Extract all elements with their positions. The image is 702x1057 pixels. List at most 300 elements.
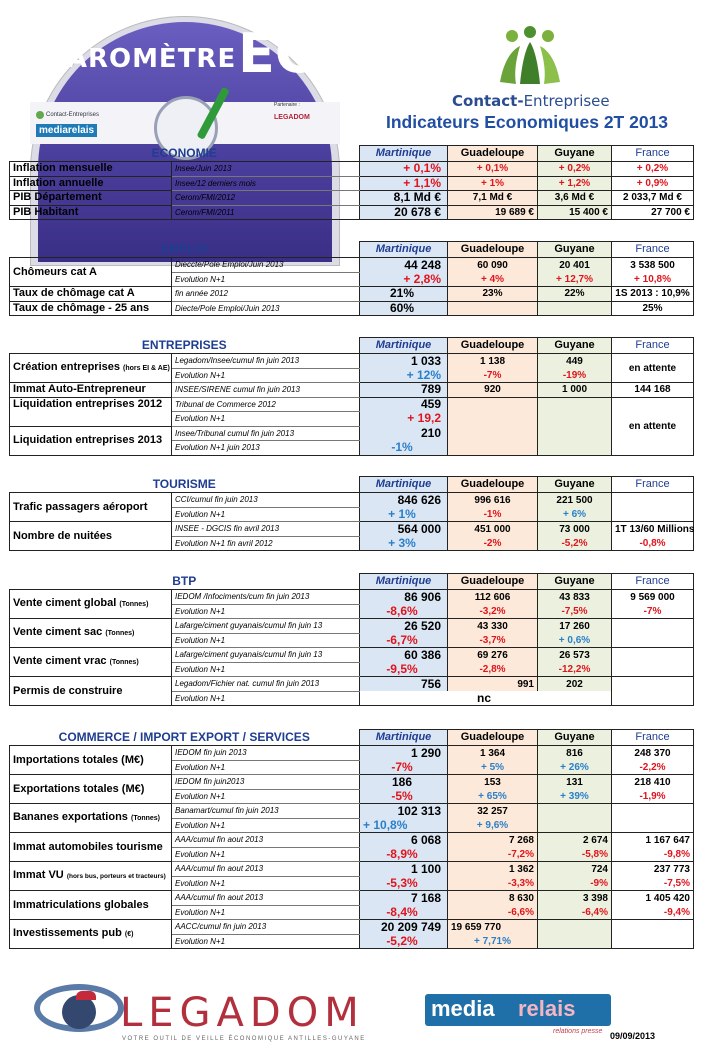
cell-guadeloupe [448,441,538,456]
section-title: ECONOMIE [151,145,217,160]
cell-guyane: 202 [538,677,612,692]
logo-text-barometre: BAROMÈTRE [46,44,237,74]
page-title: Indicateurs Economiques 2T 2013 [386,112,669,132]
col-france: France [612,242,694,258]
table-row [10,397,694,412]
legadom-logo-text: LEGADOM [120,990,365,1036]
cell-martinique: + 3% [360,536,448,551]
cell-guadeloupe: -7,2% [448,847,538,862]
cell-guadeloupe: + 5% [448,760,538,775]
row-source: Evolution N+1 [172,507,360,522]
header [0,0,702,140]
cell-guyane: 449 [538,354,612,369]
col-martinique: Martinique [360,338,448,354]
cell-guadeloupe: -7% [448,368,538,383]
cell-guyane [538,818,612,833]
table-row [10,775,694,790]
cell-martinique: 20 678 € [360,205,448,220]
cell-guyane [538,397,612,412]
col-martinique: Martinique [360,242,448,258]
row-source: Banamart/cumul fin juin 2013 [172,804,360,819]
cell-france: + 0,9% [612,176,694,191]
table-row [10,287,694,302]
row-source: AACC/cumul fin juin 2013 [172,920,360,935]
cell-martinique: 789 [360,383,448,398]
table-row [10,804,694,819]
row-label [10,412,172,427]
cell-guadeloupe: 19 659 770 [448,920,538,935]
row-label: Chômeurs cat A [10,258,172,287]
cell-france: -9,8% [612,847,694,862]
table-row [10,301,694,316]
cell-martinique: 26 520 [360,619,448,634]
cell-guyane: + 26% [538,760,612,775]
row-label-text: Création entreprises [13,361,120,373]
row-label-text: Immat VU [13,869,64,881]
cell-guadeloupe: 991 [448,677,538,692]
cell-guadeloupe: -3,7% [448,633,538,648]
cell-france: 1 405 420 [612,891,694,906]
row-label: PIB Département [10,191,172,206]
cell-guyane [538,804,612,819]
cell-martinique: -8,4% [360,905,448,920]
row-source: fin année 2012 [172,287,360,302]
cell-martinique: + 12% [360,368,448,383]
cell-guadeloupe: 60 090 [448,258,538,273]
table-row [10,619,694,634]
col-guadeloupe: Guadeloupe [448,338,538,354]
section-economie [9,145,693,220]
cell-martinique: -5,3% [360,876,448,891]
cell-guyane: + 0,2% [538,162,612,177]
cell-guyane: 20 401 [538,258,612,273]
cell-france: 9 569 000 [612,590,694,605]
col-guyane: Guyane [538,574,612,590]
cell-guyane: 3 398 [538,891,612,906]
row-label-text: Vente ciment sac [13,626,103,638]
cell-guyane: 724 [538,862,612,877]
cell-guadeloupe: + 0,1% [448,162,538,177]
row-label: Permis de construire [10,677,172,706]
cell-guadeloupe: + 65% [448,789,538,804]
table-row [10,383,694,398]
cell-france: -9,4% [612,905,694,920]
cell-martinique: + 19,2 [360,412,448,427]
cell-guyane: 131 [538,775,612,790]
cell-guadeloupe: + 1% [448,176,538,191]
row-source: Evolution N+1 [172,368,360,383]
table-row [10,590,694,605]
col-france: France [612,146,694,162]
contact-entreprises-people-icon [490,26,570,88]
cell-martinique: 1 290 [360,746,448,761]
row-source: INSEE - DGCIS fin avril 2013 [172,522,360,537]
row-label-note: (Tonnes) [130,815,161,822]
cell-france [612,804,694,833]
cell-france: -1,9% [612,789,694,804]
cell-guadeloupe: 920 [448,383,538,398]
cell-france: 25% [612,301,694,316]
cell-guadeloupe: -1% [448,507,538,522]
cell-martinique: 20 209 749 [360,920,448,935]
cell-guyane [538,920,612,935]
barometre-eco-logo [30,16,361,144]
table-row [10,493,694,508]
contact-entreprises-mini-icon [36,111,44,119]
cell-guyane: 43 833 [538,590,612,605]
cell-martinique: 102 313 [360,804,448,819]
cell-guadeloupe: 451 000 [448,522,538,537]
col-guyane: Guyane [538,477,612,493]
row-label: Liquidation entreprises 2012 [10,397,172,412]
section-title: TOURISME [152,476,216,491]
row-label: Inflation annuelle [10,176,172,191]
document-date: 09/09/2013 [610,1031,656,1041]
row-source: IEDOM fin juin2013 [172,775,360,790]
row-source: Tribunal de Commerce 2012 [172,397,360,412]
row-label [10,619,172,648]
cell-guadeloupe: 43 330 [448,619,538,634]
legadom-tagline: VOTRE OUTIL DE VEILLE ÉCONOMIQUE ANTILLES-GUYANE [122,1036,366,1042]
cell-guyane: -5,8% [538,847,612,862]
row-label: Inflation mensuelle [10,162,172,177]
legadom-pupil-icon [62,995,96,1029]
row-source: Evolution N+1 [172,876,360,891]
cell-guadeloupe: -2,8% [448,662,538,677]
table-row [10,891,694,906]
cell-martinique: -6,7% [360,633,448,648]
table-row [10,412,694,427]
row-label: Nombre de nuitées [10,522,172,551]
row-source: Lafarge/ciment guyanais/cumul fin juin 13 [172,648,360,663]
cell-guyane: -6,4% [538,905,612,920]
logo-text-eco: ÉCO [238,22,361,85]
cell-france [612,648,694,677]
col-guadeloupe: Guadeloupe [448,242,538,258]
company-name-suffix: Entreprisee [523,92,610,110]
row-label [10,354,172,383]
row-label: Immat automobiles tourisme [10,833,172,862]
cell-france [612,920,694,949]
cell-martinique: 1 033 [360,354,448,369]
cell-martinique: 756 [360,677,448,692]
cell-guadeloupe: 7,1 Md € [448,191,538,206]
cell-guyane: + 6% [538,507,612,522]
cell-guyane: 22% [538,287,612,302]
cell-guadeloupe [448,301,538,316]
cell-guyane: 15 400 € [538,205,612,220]
mediarelais-tagline: relations presse [553,1028,603,1035]
row-source: Evolution N+1 [172,662,360,677]
cell-france: 3 538 500 [612,258,694,273]
row-label-text: Investissements pub [13,927,122,939]
cell-martinique: -8,6% [360,604,448,619]
row-source: Legadom/Insee/cumul fin juin 2013 [172,354,360,369]
row-source: Evolution N+1 [172,934,360,949]
cell-guadeloupe [448,412,538,427]
section-entreprises [9,337,693,456]
cell-martinique: 8,1 Md € [360,191,448,206]
cell-guadeloupe: 1 362 [448,862,538,877]
cell-guadeloupe: + 4% [448,272,538,287]
cell-guadeloupe: 32 257 [448,804,538,819]
cell-martinique: 60% [360,301,448,316]
row-source: Evolution N+1 [172,691,360,706]
cell-martinique: 60 386 [360,648,448,663]
col-guyane: Guyane [538,242,612,258]
cell-guadeloupe: 1 138 [448,354,538,369]
logo-contact-text: Contact-Entreprises [46,112,100,118]
row-source: Dieccte/Pole Emploi/Juin 2013 [172,258,360,273]
cell-guyane: -12,2% [538,662,612,677]
cell-guyane: 73 000 [538,522,612,537]
cell-martinique: 86 906 [360,590,448,605]
col-guyane: Guyane [538,146,612,162]
section-commerce [9,729,693,949]
row-label-text: Vente ciment vrac [13,655,107,667]
row-source: Insee/Tribunal cumul fin juin 2013 [172,426,360,441]
cell-martinique: 210 [360,426,448,441]
cell-martinique: 44 248 [360,258,448,273]
cell-guyane: + 39% [538,789,612,804]
logo-mediarelais-text: mediarelais [36,124,97,137]
col-france: France [612,338,694,354]
cell-france: en attente [612,397,694,455]
cell-guadeloupe [448,426,538,441]
col-guadeloupe: Guadeloupe [448,477,538,493]
cell-france: 1S 2013 : 10,9% [612,287,694,302]
row-source: Evolution N+1 fin avril 2012 [172,536,360,551]
table-row [10,162,694,177]
row-source: AAA/cumul fin aout 2013 [172,862,360,877]
mediarelais-logo-text-1: media [431,996,495,1021]
col-guyane: Guyane [538,730,612,746]
section-title: COMMERCE / IMPORT EXPORT / SERVICES [58,729,310,744]
row-source: INSEE/SIRENE cumul fin juin 2013 [172,383,360,398]
row-source: CCI/cumul fin juin 2013 [172,493,360,508]
cell-guyane: 816 [538,746,612,761]
row-source: Legadom/Fichier nat. cumul fin juin 2013 [172,677,360,692]
cell-guadeloupe: + 9,6% [448,818,538,833]
cell-france: 144 168 [612,383,694,398]
row-source: Evolution N+1 [172,818,360,833]
section-tourisme [9,476,693,551]
table-row [10,920,694,935]
cell-guyane [538,412,612,427]
cell-martinique: + 0,1% [360,162,448,177]
cell-france: -7% [612,604,694,619]
row-label-text: Bananes exportations [13,811,128,823]
cell-guadeloupe: -3,2% [448,604,538,619]
cell-guadeloupe: + 7,71% [448,934,538,949]
col-martinique: Martinique [360,477,448,493]
cell-guadeloupe: -2% [448,536,538,551]
row-label [10,920,172,949]
table-row [10,522,694,537]
row-label: Importations totales (M€) [10,746,172,775]
row-label: Taux de chômage - 25 ans [10,301,172,316]
row-source: Diecte/Pole Emploi/Juin 2013 [172,301,360,316]
col-france: France [612,730,694,746]
row-label-note: (Tonnes) [119,601,149,608]
col-guadeloupe: Guadeloupe [448,574,538,590]
row-label-note: (hors bus, porteurs et tracteurs) [66,873,166,880]
row-source: AAA/cumul fin aout 2013 [172,833,360,848]
row-source: AAA/cumul fin aout 2013 [172,891,360,906]
row-label [10,648,172,677]
cell-guyane: -5,2% [538,536,612,551]
cell-martinique: -1% [360,441,448,456]
cell-guadeloupe: 23% [448,287,538,302]
cell-guyane: 221 500 [538,493,612,508]
cell-guyane [538,301,612,316]
cell-martinique: -5% [360,789,448,804]
section-emploi [9,241,693,316]
cell-martinique: + 1% [360,507,448,522]
row-label-text: Vente ciment global [13,597,117,609]
logo-partenaire-text: Partenaire : [274,102,300,108]
mediarelais-logo-text-2: relais [518,996,576,1021]
cell-martinique: + 10,8% [360,818,448,833]
row-source: Insee/12 derniers mois [172,176,360,191]
cell-france: en attente [612,354,694,383]
cell-martinique: 6 068 [360,833,448,848]
cell-france: -7,5% [612,876,694,891]
cell-france: -0,8% [612,536,694,551]
footer [0,984,702,1057]
table-row [10,426,694,441]
cell-guyane: -7,5% [538,604,612,619]
row-label-note: (hors EI & AE) [123,365,170,372]
cell-guyane: 26 573 [538,648,612,663]
section-title: ENTREPRISES [141,337,227,352]
cell-guadeloupe: 7 268 [448,833,538,848]
row-source: Evolution N+1 [172,789,360,804]
cell-martinique: 186 [360,775,448,790]
cell-france: 218 410 [612,775,694,790]
col-guadeloupe: Guadeloupe [448,146,538,162]
table-row [10,205,694,220]
row-source: Evolution N+1 [172,847,360,862]
cell-france: 237 773 [612,862,694,877]
row-source: Evolution N+1 [172,633,360,648]
cell-martinique: -9,5% [360,662,448,677]
company-name-prefix: Contact- [452,92,524,110]
company-name [452,92,610,110]
cell-guadeloupe: -6,6% [448,905,538,920]
cell-france: 27 700 € [612,205,694,220]
cell-guadeloupe: -3,3% [448,876,538,891]
row-source: IEDOM fin juin 2013 [172,746,360,761]
cell-martinique: -7% [360,760,448,775]
col-guyane: Guyane [538,338,612,354]
row-label [10,862,172,891]
cell-france [612,619,694,648]
section-title: BTP [172,573,197,588]
row-source: Evolution N+1 [172,905,360,920]
cell-guyane: 2 674 [538,833,612,848]
cell-france [612,677,694,706]
legadom-eyelid-icon [76,991,96,1000]
cell-france: + 10,8% [612,272,694,287]
section-title: EMPLOI [161,241,208,256]
cell-guyane: 17 260 [538,619,612,634]
col-guadeloupe: Guadeloupe [448,730,538,746]
cell-guyane: -19% [538,368,612,383]
cell-france [612,493,694,522]
row-source: Evolution N+1 [172,412,360,427]
col-martinique: Martinique [360,146,448,162]
table-row [10,833,694,848]
cell-france: 1 167 647 [612,833,694,848]
cell-martinique: 459 [360,397,448,412]
row-label: Trafic passagers aéroport [10,493,172,522]
cell-guadeloupe: 996 616 [448,493,538,508]
cell-france: + 0,2% [612,162,694,177]
section-btp [9,573,693,706]
cell-guyane: + 0,6% [538,633,612,648]
col-france: France [612,574,694,590]
cell-martinique: 564 000 [360,522,448,537]
row-source: Evolution N+1 [172,272,360,287]
row-label [10,804,172,833]
cell-guyane [538,426,612,441]
cell-france: 2 033,7 Md € [612,191,694,206]
cell-france: 248 370 [612,746,694,761]
cell-martinique: 1 100 [360,862,448,877]
table-row [10,258,694,273]
cell-martinique: -8,9% [360,847,448,862]
cell-martinique: 21% [360,287,448,302]
table-row [10,648,694,663]
cell-guyane [538,441,612,456]
cell-guadeloupe: 1 364 [448,746,538,761]
row-source: Evolution N+1 juin 2013 [172,441,360,456]
cell-guadeloupe: 19 689 € [448,205,538,220]
row-source: Evolution N+1 [172,604,360,619]
row-source: Insee/Juin 2013 [172,162,360,177]
row-source: Evolution N+1 [172,760,360,775]
cell-martinique: -5,2% [360,934,448,949]
table-row [10,862,694,877]
table-row [10,354,694,369]
col-france: France [612,477,694,493]
cell-martinique: + 2,8% [360,272,448,287]
row-source: Cerom/FMI/2012 [172,191,360,206]
col-martinique: Martinique [360,574,448,590]
cell-guyane: -9% [538,876,612,891]
cell-guadeloupe: 112 606 [448,590,538,605]
col-martinique: Martinique [360,730,448,746]
row-label: Taux de chômage cat A [10,287,172,302]
row-label: PIB Habitant [10,205,172,220]
cell-guadeloupe [448,397,538,412]
row-source: IEDOM /Infociments/cum fin juin 2013 [172,590,360,605]
row-source: Lafarge/ciment guyanais/cumul fin juin 13 [172,619,360,634]
row-label: Immat Auto-Entrepreneur [10,383,172,398]
cell-guyane: 3,6 Md € [538,191,612,206]
cell-guadeloupe: 69 276 [448,648,538,663]
row-label: Immatriculations globales [10,891,172,920]
row-label-note: (Tonnes) [109,659,139,666]
row-label [10,590,172,619]
row-label-note: (€) [124,931,134,938]
cell-guyane: + 12,7% [538,272,612,287]
cell-guadeloupe: 153 [448,775,538,790]
table-row [10,176,694,191]
table-row [10,191,694,206]
row-source: Cerom/FMI/2011 [172,205,360,220]
